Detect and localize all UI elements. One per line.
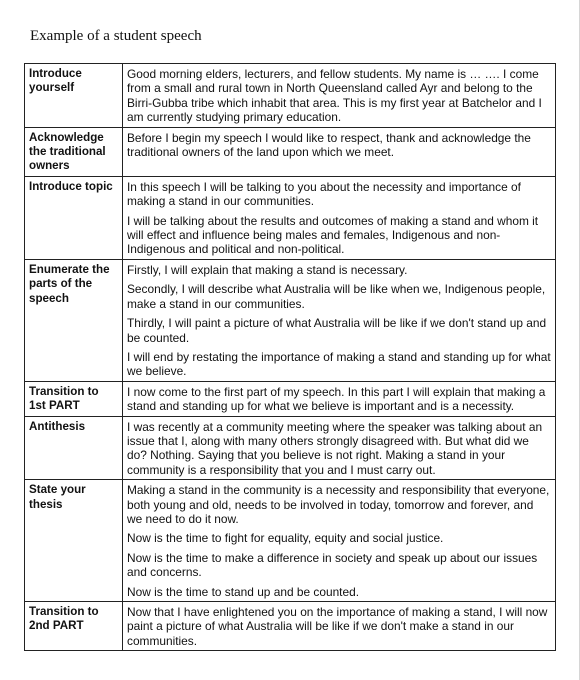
section-content <box>123 480 556 602</box>
section-paragraph: Good morning elders, lecturers, and fellow students. My name is … …. I come from a small and rural town in North Queensland called Ayr and belong to the Birri-Gubba tribe which inhabit that area. This is my first year at Batchelor and I am currently studying primary education. <box>127 67 542 125</box>
table-row <box>25 381 556 416</box>
section-paragraph: Secondly, I will describe what Australia will be like when we, Indigenous people, make a stand in our communities. <box>127 282 546 311</box>
table-row <box>25 176 556 259</box>
section-paragraph: Now is the time to stand up and be counted. <box>127 584 360 599</box>
section-paragraph: I will be talking about the results and outcomes of making a stand and whom it will effect and influence being males and females, Indigenous and non-Indigenous and political and non-political. <box>127 213 539 257</box>
table-row <box>25 127 556 176</box>
section-label: Transition to 1st PART <box>25 381 123 416</box>
section-paragraph: Making a stand in the community is a necessity and responsibility that everyone, both young and old, needs to be involved in today, tomorrow and forever, and we need to do it now. <box>127 483 550 526</box>
section-paragraph: Thirdly, I will paint a picture of what Australia will be like if we don't stand up and be counted. <box>127 316 547 345</box>
section-label: Introduce yourself <box>25 64 123 128</box>
table-row <box>25 416 556 480</box>
section-paragraph: I now come to the first part of my speech. In this part I will explain that making a stand and standing up for what we believe is important and is a necessity. <box>127 384 546 414</box>
section-label: Antithesis <box>25 416 123 480</box>
section-label: Acknowledge the traditional owners <box>25 127 123 176</box>
section-content <box>123 64 556 128</box>
speech-outline-table <box>24 63 556 651</box>
section-content <box>123 416 556 480</box>
section-paragraph: I was recently at a community meeting where the speaker was talking about an issue that I, along with many others strongly disagreed with. But what did we do? Nothing. Saying that you believe is not right. Making a stand in your community is a responsibility that you and I must carry out. <box>127 419 543 477</box>
table-row <box>25 64 556 128</box>
section-label: State your thesis <box>25 480 123 602</box>
section-paragraph: Firstly, I will explain that making a stand is necessary. <box>127 262 408 277</box>
section-label: Introduce topic <box>25 176 123 259</box>
section-content <box>123 381 556 416</box>
section-content <box>123 176 556 259</box>
section-paragraph: In this speech I will be talking to you about the necessity and importance of making a stand in our communities. <box>127 179 521 209</box>
table-row <box>25 480 556 602</box>
section-paragraph: I will end by restating the importance of making a stand and standing up for what we believe. <box>127 349 551 379</box>
table-row <box>25 259 556 381</box>
section-paragraph: Now is the time to make a difference in society and speak up about our issues and concerns. <box>127 550 538 580</box>
section-content <box>123 259 556 381</box>
section-label: Transition to 2nd PART <box>25 602 123 651</box>
document-title: Example of a student speech <box>30 28 202 44</box>
section-content <box>123 602 556 651</box>
section-content <box>123 127 556 176</box>
speech-rows <box>25 64 556 651</box>
section-paragraph: Now that I have enlightened you on the importance of making a stand, I will now paint a picture of what Australia will be like if we don't make a stand in our communities. <box>127 605 548 648</box>
table-row <box>25 602 556 651</box>
section-paragraph: Now is the time to fight for equality, equity and social justice. <box>127 531 444 546</box>
section-label: Enumerate the parts of the speech <box>25 259 123 381</box>
section-paragraph: Before I begin my speech I would like to respect, thank and acknowledge the traditional owners of the land upon which we meet. <box>127 130 531 160</box>
